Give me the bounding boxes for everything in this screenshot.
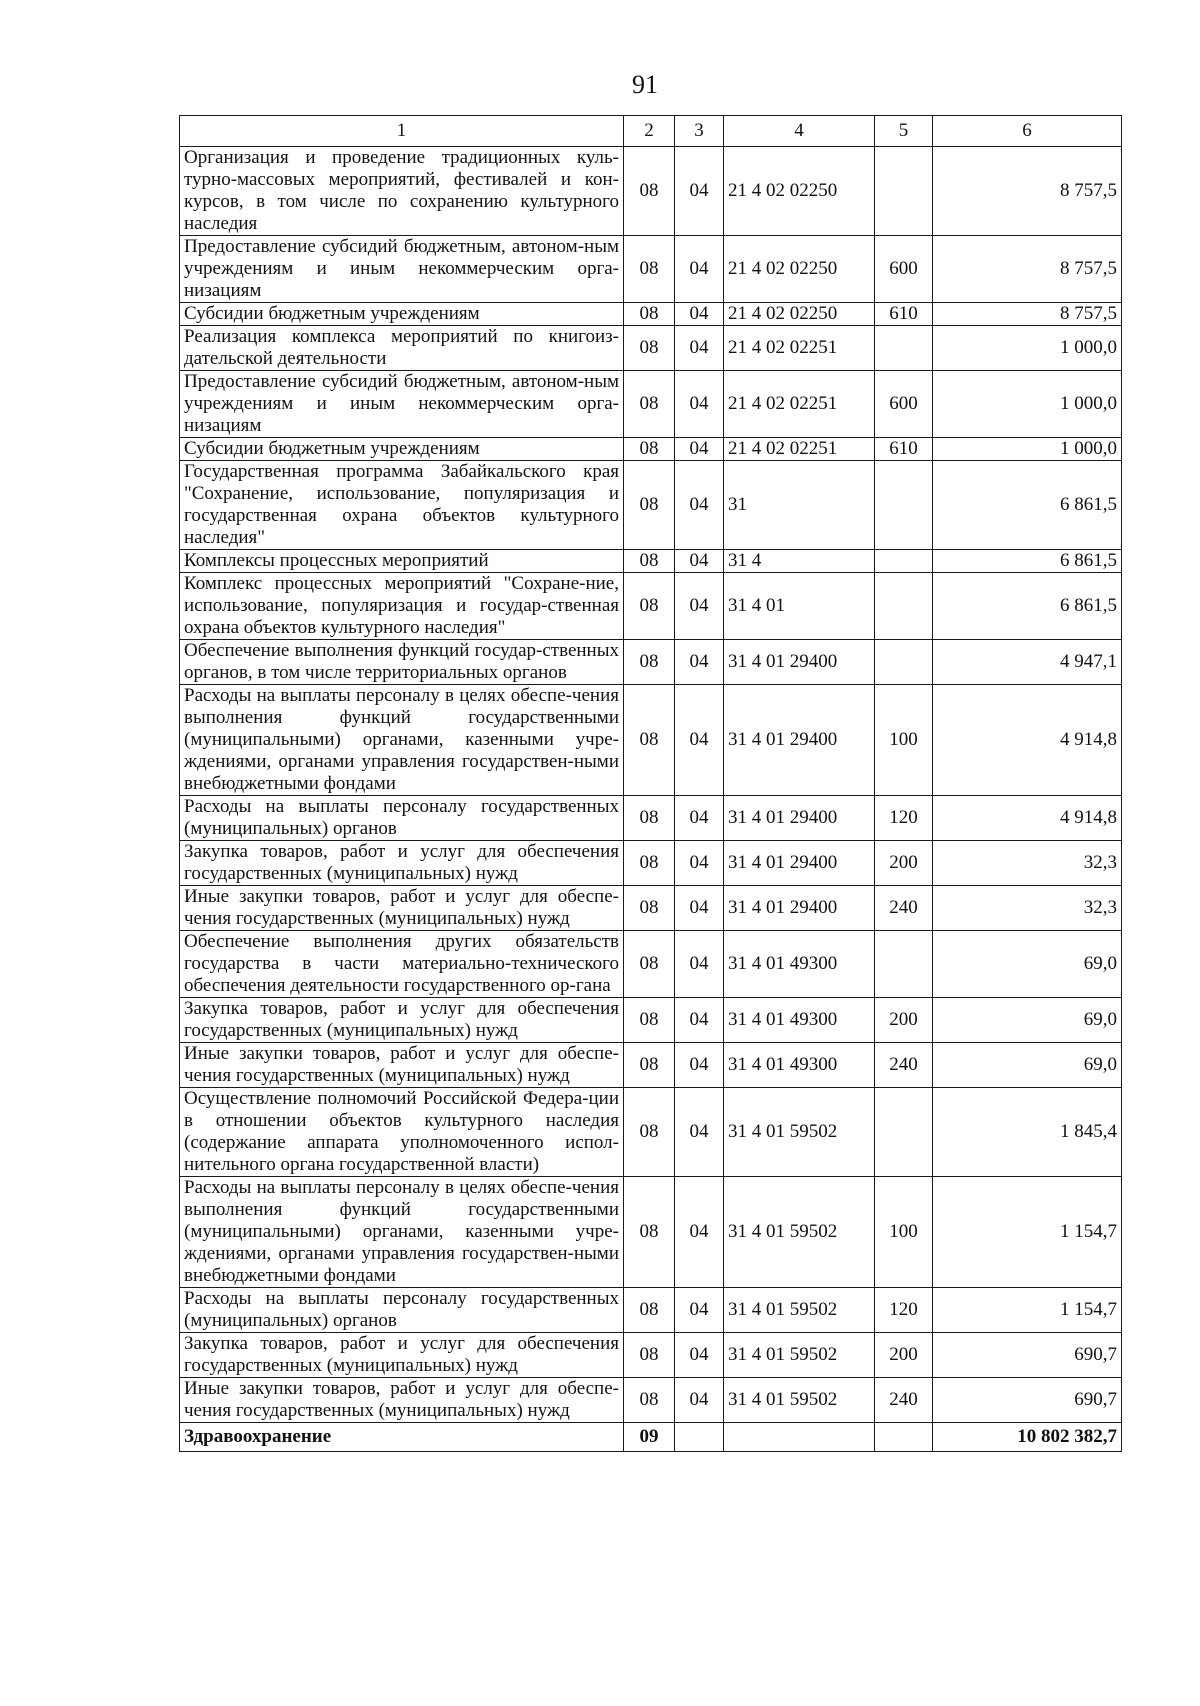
expense-type-code-cell [875, 147, 933, 236]
item-name-cell: Государственная программа Забайкальского края "Сохранение, использование, популяризация и государственная охрана объектов культурного наследия" [180, 461, 624, 550]
subsection-code-cell: 04 [675, 461, 724, 550]
target-article-code-cell: 21 4 02 02251 [724, 371, 875, 438]
table-row [180, 640, 1122, 685]
target-article-code-cell: 21 4 02 02251 [724, 438, 875, 461]
amount-cell: 6 861,5 [933, 461, 1122, 550]
table-row [180, 1088, 1122, 1177]
table-row [180, 998, 1122, 1043]
target-article-code-cell: 21 4 02 02251 [724, 326, 875, 371]
target-article-code-cell [724, 1423, 875, 1452]
item-name-cell: Иные закупки товаров, работ и услуг для обеспе-чения государственных (муниципальных) нужд [180, 1378, 624, 1423]
table-row [180, 461, 1122, 550]
subsection-code-cell: 04 [675, 1088, 724, 1177]
amount-cell: 1 845,4 [933, 1088, 1122, 1177]
item-name-cell: Комплекс процессных мероприятий "Сохране-ние, использование, популяризация и государ-ственная охрана объектов культурного наследия" [180, 573, 624, 640]
section-code-cell: 08 [624, 573, 675, 640]
subsection-code-cell: 04 [675, 573, 724, 640]
subsection-code-cell [675, 1423, 724, 1452]
section-code-cell: 08 [624, 841, 675, 886]
target-article-code-cell: 31 4 01 49300 [724, 998, 875, 1043]
target-article-code-cell: 31 4 01 29400 [724, 685, 875, 796]
subsection-code-cell: 04 [675, 303, 724, 326]
expense-type-code-cell: 600 [875, 371, 933, 438]
budget-table [179, 115, 1122, 1452]
amount-cell: 8 757,5 [933, 236, 1122, 303]
table-row [180, 1177, 1122, 1288]
item-name-cell: Предоставление субсидий бюджетным, автоном-ным учреждениям и иным некоммерческим орга-низациям [180, 236, 624, 303]
subsection-code-cell: 04 [675, 147, 724, 236]
section-code-cell: 08 [624, 1088, 675, 1177]
subsection-code-cell: 04 [675, 236, 724, 303]
subsection-code-cell: 04 [675, 550, 724, 573]
item-name-cell: Закупка товаров, работ и услуг для обеспечения государственных (муниципальных) нужд [180, 998, 624, 1043]
table-row [180, 303, 1122, 326]
item-name-cell: Реализация комплекса мероприятий по книгоиз-дательской деятельности [180, 326, 624, 371]
section-code-cell: 08 [624, 931, 675, 998]
target-article-code-cell: 31 4 [724, 550, 875, 573]
expense-type-code-cell [875, 640, 933, 685]
table-body [180, 147, 1122, 1452]
table-row [180, 685, 1122, 796]
target-article-code-cell: 31 4 01 29400 [724, 796, 875, 841]
table-row [180, 236, 1122, 303]
section-code-cell: 08 [624, 550, 675, 573]
table-row [180, 1378, 1122, 1423]
expense-type-code-cell: 120 [875, 796, 933, 841]
target-article-code-cell: 31 [724, 461, 875, 550]
target-article-code-cell: 31 4 01 29400 [724, 886, 875, 931]
section-code-cell: 08 [624, 998, 675, 1043]
section-code-cell: 08 [624, 236, 675, 303]
table-row [180, 1288, 1122, 1333]
target-article-code-cell: 31 4 01 59502 [724, 1288, 875, 1333]
expense-type-code-cell: 100 [875, 685, 933, 796]
section-code-cell: 08 [624, 685, 675, 796]
item-name-cell: Осуществление полномочий Российской Федера-ции в отношении объектов культурного наследия (содержание аппарата уполномоченного испол-нительного органа государственной власти) [180, 1088, 624, 1177]
expense-type-code-cell: 200 [875, 1333, 933, 1378]
amount-cell: 32,3 [933, 886, 1122, 931]
subsection-code-cell: 04 [675, 1288, 724, 1333]
amount-cell: 32,3 [933, 841, 1122, 886]
target-article-code-cell: 31 4 01 59502 [724, 1333, 875, 1378]
table-row [180, 886, 1122, 931]
item-name-cell: Иные закупки товаров, работ и услуг для обеспе-чения государственных (муниципальных) нужд [180, 886, 624, 931]
section-code-cell: 08 [624, 438, 675, 461]
amount-cell: 1 000,0 [933, 438, 1122, 461]
expense-type-code-cell: 200 [875, 998, 933, 1043]
target-article-code-cell: 31 4 01 59502 [724, 1177, 875, 1288]
column-header-3: 3 [675, 116, 724, 147]
item-name-cell: Закупка товаров, работ и услуг для обеспечения государственных (муниципальных) нужд [180, 841, 624, 886]
section-code-cell: 08 [624, 326, 675, 371]
expense-type-code-cell [875, 931, 933, 998]
expense-type-code-cell [875, 1423, 933, 1452]
item-name-cell: Предоставление субсидий бюджетным, автоном-ным учреждениям и иным некоммерческим орга-низациям [180, 371, 624, 438]
amount-cell: 8 757,5 [933, 147, 1122, 236]
amount-cell: 10 802 382,7 [933, 1423, 1122, 1452]
amount-cell: 690,7 [933, 1333, 1122, 1378]
section-code-cell: 09 [624, 1423, 675, 1452]
expense-type-code-cell: 240 [875, 886, 933, 931]
table-row [180, 1333, 1122, 1378]
expense-type-code-cell: 240 [875, 1378, 933, 1423]
item-name-cell: Комплексы процессных мероприятий [180, 550, 624, 573]
expense-type-code-cell: 240 [875, 1043, 933, 1088]
target-article-code-cell: 31 4 01 59502 [724, 1378, 875, 1423]
expense-type-code-cell: 610 [875, 303, 933, 326]
amount-cell: 690,7 [933, 1378, 1122, 1423]
item-name-cell: Иные закупки товаров, работ и услуг для обеспе-чения государственных (муниципальных) нужд [180, 1043, 624, 1088]
table-header-row [180, 116, 1122, 147]
item-name-cell: Обеспечение выполнения функций государ-ственных органов, в том числе территориальных органов [180, 640, 624, 685]
column-header-1: 1 [180, 116, 624, 147]
table-row [180, 326, 1122, 371]
item-name-cell: Субсидии бюджетным учреждениям [180, 438, 624, 461]
target-article-code-cell: 31 4 01 49300 [724, 931, 875, 998]
subsection-code-cell: 04 [675, 371, 724, 438]
column-header-6: 6 [933, 116, 1122, 147]
item-name-cell: Субсидии бюджетным учреждениям [180, 303, 624, 326]
section-code-cell: 08 [624, 1333, 675, 1378]
section-code-cell: 08 [624, 371, 675, 438]
subsection-code-cell: 04 [675, 326, 724, 371]
table-row [180, 371, 1122, 438]
table-row [180, 438, 1122, 461]
expense-type-code-cell: 610 [875, 438, 933, 461]
expense-type-code-cell: 600 [875, 236, 933, 303]
amount-cell: 6 861,5 [933, 550, 1122, 573]
target-article-code-cell: 31 4 01 29400 [724, 640, 875, 685]
amount-cell: 4 914,8 [933, 796, 1122, 841]
expense-type-code-cell: 100 [875, 1177, 933, 1288]
amount-cell: 1 154,7 [933, 1288, 1122, 1333]
target-article-code-cell: 21 4 02 02250 [724, 303, 875, 326]
amount-cell: 1 154,7 [933, 1177, 1122, 1288]
subsection-code-cell: 04 [675, 1043, 724, 1088]
section-code-cell: 08 [624, 461, 675, 550]
subsection-code-cell: 04 [675, 685, 724, 796]
expense-type-code-cell [875, 550, 933, 573]
expense-type-code-cell: 120 [875, 1288, 933, 1333]
table-row [180, 841, 1122, 886]
section-code-cell: 08 [624, 1177, 675, 1288]
column-header-2: 2 [624, 116, 675, 147]
table-row [180, 931, 1122, 998]
amount-cell: 4 914,8 [933, 685, 1122, 796]
item-name-cell: Обеспечение выполнения других обязательств государства в части материально-технического обеспечения деятельности государственного ор-гана [180, 931, 624, 998]
amount-cell: 69,0 [933, 998, 1122, 1043]
amount-cell: 8 757,5 [933, 303, 1122, 326]
amount-cell: 4 947,1 [933, 640, 1122, 685]
item-name-cell: Расходы на выплаты персоналу в целях обеспе-чения выполнения функций государственными (муниципальными) органами, казенными учре-ждениями, органами управления государствен-ными внебюджетными фондами [180, 1177, 624, 1288]
section-code-cell: 08 [624, 640, 675, 685]
section-code-cell: 08 [624, 303, 675, 326]
section-code-cell: 08 [624, 1378, 675, 1423]
section-code-cell: 08 [624, 1288, 675, 1333]
expense-type-code-cell: 200 [875, 841, 933, 886]
subsection-code-cell: 04 [675, 438, 724, 461]
item-name-cell: Расходы на выплаты персоналу в целях обеспе-чения выполнения функций государственными (муниципальными) органами, казенными учре-ждениями, органами управления государствен-ными внебюджетными фондами [180, 685, 624, 796]
subsection-code-cell: 04 [675, 1378, 724, 1423]
subsection-code-cell: 04 [675, 1177, 724, 1288]
target-article-code-cell: 31 4 01 29400 [724, 841, 875, 886]
item-name-cell: Организация и проведение традиционных куль-турно-массовых мероприятий, фестивалей и кон-курсов, в том числе по сохранению культурного наследия [180, 147, 624, 236]
table-row [180, 550, 1122, 573]
section-code-cell: 08 [624, 1043, 675, 1088]
column-header-5: 5 [875, 116, 933, 147]
item-name-cell: Расходы на выплаты персоналу государственных (муниципальных) органов [180, 1288, 624, 1333]
column-header-4: 4 [724, 116, 875, 147]
page-number: 91 [632, 70, 658, 99]
target-article-code-cell: 31 4 01 59502 [724, 1088, 875, 1177]
subsection-code-cell: 04 [675, 640, 724, 685]
subsection-code-cell: 04 [675, 841, 724, 886]
table-row [180, 573, 1122, 640]
table-row [180, 147, 1122, 236]
amount-cell: 69,0 [933, 931, 1122, 998]
subsection-code-cell: 04 [675, 796, 724, 841]
expense-type-code-cell [875, 1088, 933, 1177]
subsection-code-cell: 04 [675, 998, 724, 1043]
amount-cell: 6 861,5 [933, 573, 1122, 640]
target-article-code-cell: 31 4 01 49300 [724, 1043, 875, 1088]
expense-type-code-cell [875, 461, 933, 550]
table-row [180, 796, 1122, 841]
expense-type-code-cell [875, 573, 933, 640]
section-code-cell: 08 [624, 796, 675, 841]
amount-cell: 1 000,0 [933, 371, 1122, 438]
subsection-code-cell: 04 [675, 931, 724, 998]
item-name-cell: Закупка товаров, работ и услуг для обеспечения государственных (муниципальных) нужд [180, 1333, 624, 1378]
amount-cell: 1 000,0 [933, 326, 1122, 371]
table-row [180, 1423, 1122, 1452]
subsection-code-cell: 04 [675, 1333, 724, 1378]
item-name-cell: Расходы на выплаты персоналу государственных (муниципальных) органов [180, 796, 624, 841]
section-code-cell: 08 [624, 886, 675, 931]
table-row [180, 1043, 1122, 1088]
section-code-cell: 08 [624, 147, 675, 236]
item-name-cell: Здравоохранение [180, 1423, 624, 1452]
expense-type-code-cell [875, 326, 933, 371]
target-article-code-cell: 21 4 02 02250 [724, 147, 875, 236]
amount-cell: 69,0 [933, 1043, 1122, 1088]
target-article-code-cell: 31 4 01 [724, 573, 875, 640]
target-article-code-cell: 21 4 02 02250 [724, 236, 875, 303]
subsection-code-cell: 04 [675, 886, 724, 931]
